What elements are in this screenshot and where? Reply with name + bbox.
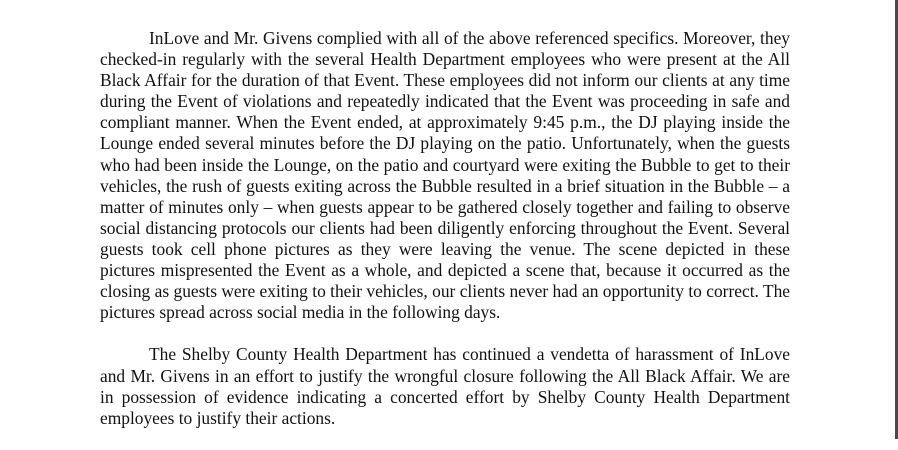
paragraph-compliance-and-event: InLove and Mr. Givens complied with all of the above referenced specifics. Moreover, they checked-in regularly with the several Health Department employees who were present at the All Black Affair for the duration of that Event. These employees did not inform our clients at any time during the Event of violations and repeatedly indicated that the Event was proceeding in safe and compliant manner. When the Event ended, at approximately 9:45 p.m., the DJ playing inside the Lounge ended several minutes before the DJ playing on the patio. Unfortunately, when the guests who had been inside the Lounge, on the patio and courtyard were exiting the Bubble to get to their vehicles, the rush of guests exiting across the Bubble resulted in a brief situation in the Bubble – a matter of minutes only – when guests appear to be gathered closely together and failing to observe social distancing protocols our clients had been diligently enforcing throughout the Event. Several guests took cell phone pictures as they were leaving the venue. The scene depicted in these pictures mispresented the Event as a whole, and depicted a scene that, because it occurred as the closing as guests were exiting to their vehicles, our clients never had an opportunity to correct. The pictures spread across social media in the following days. [100,28,790,323]
document-body [100,28,790,450]
paragraph-health-department-vendetta: The Shelby County Health Department has continued a vendetta of harassment of InLove and Mr. Givens in an effort to justify the wrongful closure following the All Black Affair. We are in possession of evidence indicating a concerted effort by Shelby County Health Department employees to justify their actions. [100,344,790,428]
